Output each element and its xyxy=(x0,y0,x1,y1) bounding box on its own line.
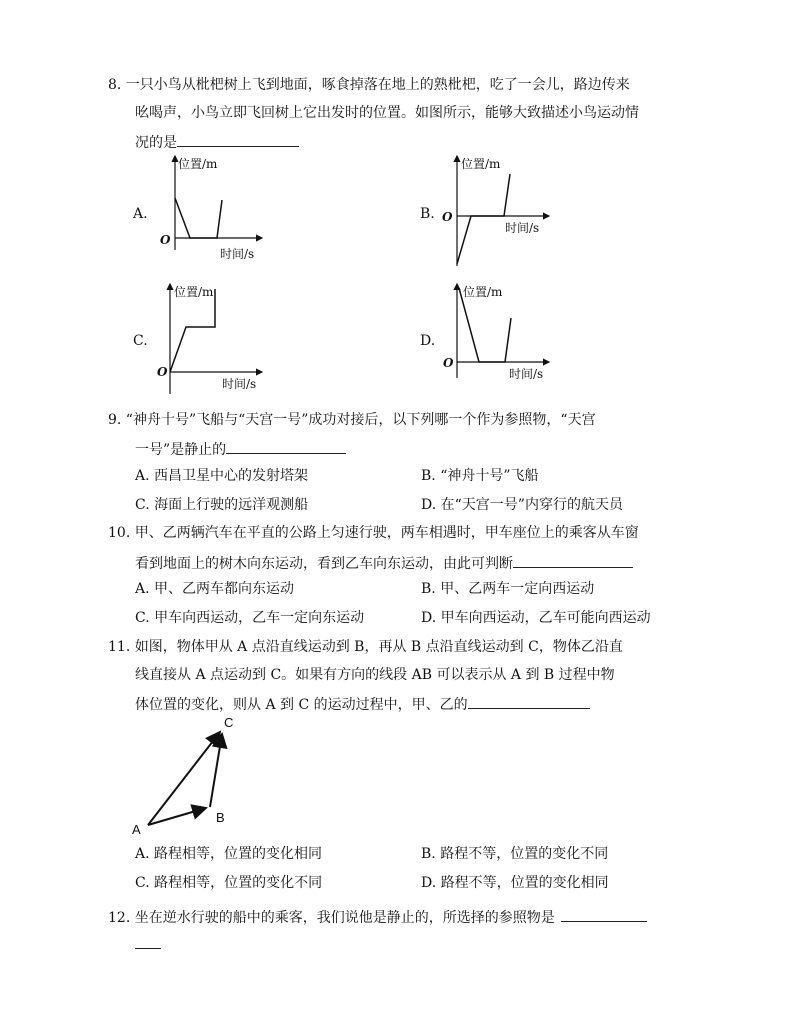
vector-bc-arrow xyxy=(210,734,222,807)
vector-ac-arrow xyxy=(148,732,220,825)
q11-answer-blank[interactable] xyxy=(468,694,590,709)
q8-graph-c-ylabel: 位置/m xyxy=(174,285,214,299)
q8-graph-b-xlabel: 时间/s xyxy=(505,221,540,235)
q11-line-2: 线直接从 A 点运动到 C。如果有方向的线段 AB 可以表示从 A 到 B 过程中物 xyxy=(135,667,615,683)
q8-graph-d[interactable] xyxy=(437,278,567,398)
q8-option-b-letter: B. xyxy=(420,206,435,222)
q8-graph-c-xlabel: 时间/s xyxy=(222,377,257,391)
q9-option-c[interactable]: C. 海面上行驶的远洋观测船 xyxy=(135,497,309,513)
q8-graph-b-ylabel: 位置/m xyxy=(461,157,501,171)
q11-line-3-text: 体位置的变化，则从 A 到 C 的运动过程中，甲、乙的 xyxy=(135,697,468,713)
q12-answer-blank-tail[interactable] xyxy=(135,934,161,949)
q8-graph-c-curve xyxy=(170,289,215,372)
q11-option-a[interactable]: A. 路程相等，位置的变化相同 xyxy=(135,846,323,862)
q12-blank-continuation xyxy=(135,934,161,954)
q8-graph-d-origin: O xyxy=(443,356,454,370)
q9-line-2-text: 一号”是静止的 xyxy=(135,442,227,458)
q12-answer-blank[interactable] xyxy=(561,907,647,922)
q10-line-1: 10. 甲、乙两辆汽车在平直的公路上匀速行驶，两车相遇时，甲车座位上的乘客从车窗 xyxy=(108,525,639,541)
q9-option-d[interactable]: D. 在“天宫一号”内穿行的航天员 xyxy=(421,497,623,513)
q8-graph-a-origin: O xyxy=(160,233,171,247)
q10-option-d[interactable]: D. 甲车向西运动，乙车可能向西运动 xyxy=(421,610,651,626)
q11-option-b[interactable]: B. 路程不等，位置的变化不同 xyxy=(421,846,609,862)
q8-graph-d-curve xyxy=(459,288,511,362)
q10-option-c[interactable]: C. 甲车向西运动，乙车一定向东运动 xyxy=(135,610,365,626)
q8-line-1: 8. 一只小鸟从枇杷树上飞到地面，啄食掉落在地上的熟枇杷，吃了一会儿，路边传来 xyxy=(108,77,630,93)
point-b-label: B xyxy=(216,810,225,825)
q8-answer-blank[interactable] xyxy=(177,132,299,147)
q8-graph-d-ylabel: 位置/m xyxy=(463,285,503,299)
q8-graph-c-origin: O xyxy=(157,365,168,379)
q8-line-3-text: 况的是 xyxy=(135,135,177,151)
q9-option-b[interactable]: B. “神舟十号”飞船 xyxy=(421,468,539,484)
q8-graph-b-origin: O xyxy=(442,210,453,224)
q11-option-c[interactable]: C. 路程相等，位置的变化不同 xyxy=(135,875,323,891)
q8-graph-a-curve xyxy=(175,198,222,238)
q10-answer-blank[interactable] xyxy=(513,553,633,568)
q11-vector-diagram xyxy=(128,712,248,838)
q9-answer-blank[interactable] xyxy=(226,439,346,454)
q9-line-1: 9. “神舟十号”飞船与“天宫一号”成功对接后，以下列哪一个作为参照物，“天宫 xyxy=(108,412,596,428)
q12-line-1 xyxy=(108,907,794,927)
q9-option-a[interactable]: A. 西昌卫星中心的发射塔架 xyxy=(135,468,309,484)
q8-graph-a-ylabel: 位置/m xyxy=(178,157,218,171)
q10-option-b[interactable]: B. 甲、乙两车一定向西运动 xyxy=(421,581,595,597)
q8-graph-c[interactable] xyxy=(150,278,280,398)
q11-line-3 xyxy=(135,694,590,714)
q8-option-a-letter: A. xyxy=(133,206,148,222)
q8-graph-a[interactable] xyxy=(150,150,280,270)
q10-line-2-text: 看到地面上的树木向东运动，看到乙车向东运动，由此可判断 xyxy=(135,556,513,572)
q12-line-1-text: 12. 坐在逆水行驶的船中的乘客，我们说他是静止的，所选择的参照物是 xyxy=(108,910,555,926)
q8-graph-b[interactable] xyxy=(437,150,567,270)
q10-line-2 xyxy=(135,553,633,573)
q10-option-a[interactable]: A. 甲、乙两车都向东运动 xyxy=(135,581,295,597)
q9-line-2 xyxy=(135,439,346,459)
q8-option-c-letter: C. xyxy=(133,333,148,349)
point-a-label: A xyxy=(132,822,141,837)
q8-option-d-letter: D. xyxy=(420,333,436,349)
q8-graph-d-xlabel: 时间/s xyxy=(509,367,544,381)
q11-line-1: 11. 如图，物体甲从 A 点沿直线运动到 B，再从 B 点沿直线运动到 C，物体乙沿直 xyxy=(108,639,623,655)
q8-graph-b-curve xyxy=(457,174,510,264)
q11-option-d[interactable]: D. 路程不等，位置的变化相同 xyxy=(421,875,609,891)
q8-line-3 xyxy=(135,132,299,152)
vector-ab-arrow xyxy=(148,808,206,825)
q8-line-2: 吆喝声，小鸟立即飞回树上它出发时的位置。如图所示，能够大致描述小鸟运动情 xyxy=(135,105,639,121)
q8-graph-a-xlabel: 时间/s xyxy=(220,247,255,261)
point-c-label: C xyxy=(224,715,234,730)
